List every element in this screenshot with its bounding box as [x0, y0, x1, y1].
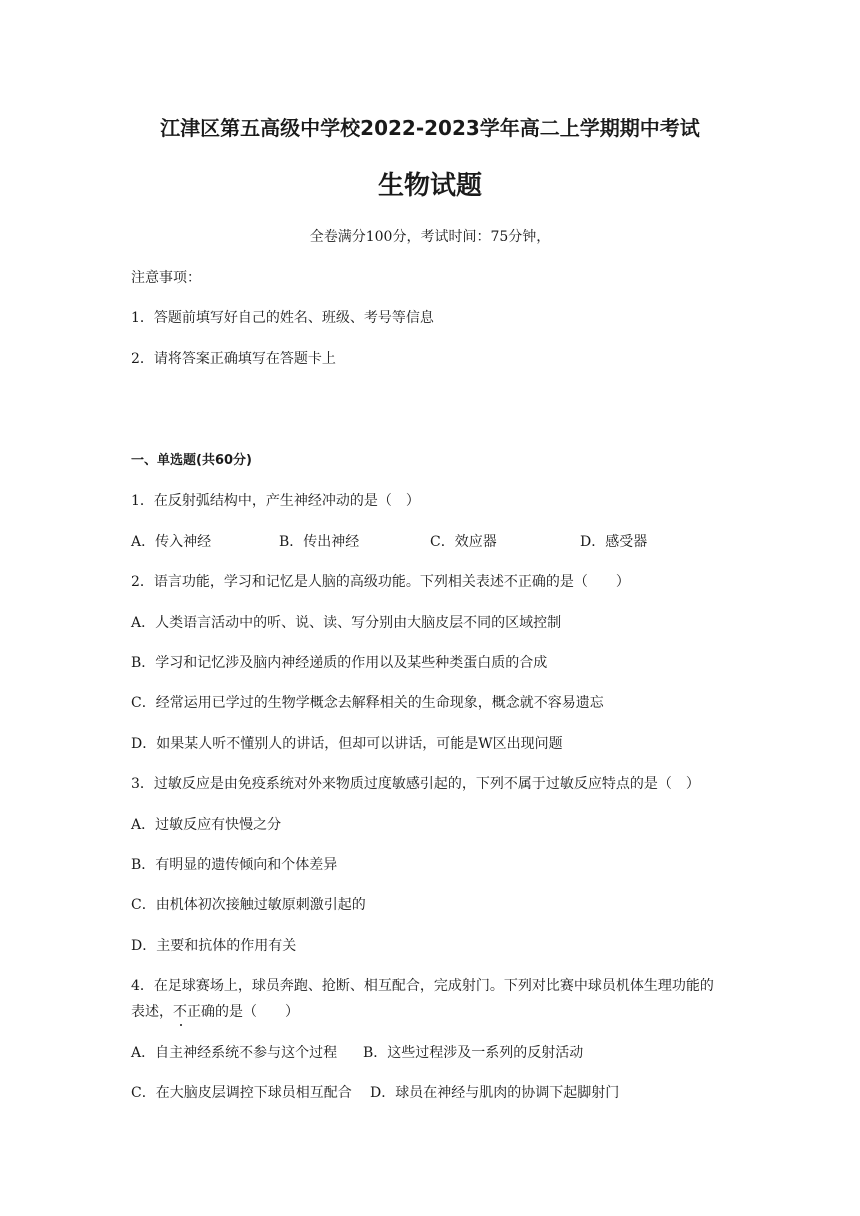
question-4-option-c: C．在大脑皮层调控下球员相互配合 — [131, 1085, 352, 1101]
question-2-option-a: A．人类语言活动中的听、说、读、写分别由大脑皮层不同的区域控制 — [131, 615, 562, 631]
note-item-2: 2．请将答案正确填写在答题卡上 — [131, 351, 336, 367]
question-2-option-d: D．如果某人听不懂别人的讲话，但却可以讲话，可能是W区出现问题 — [131, 736, 563, 752]
question-1-stem: 1．在反射弧结构中，产生神经冲动的是（ ） — [131, 493, 420, 509]
question-4-stem-pre: 表述， — [131, 1004, 173, 1020]
question-4-option-b: B．这些过程涉及一系列的反射活动 — [363, 1045, 584, 1061]
question-4-option-a: A．自主神经系统不参与这个过程 — [131, 1045, 338, 1061]
question-2-stem: 2．语言功能，学习和记忆是人脑的高级功能。下列相关表述不正确的是（ ） — [131, 574, 630, 590]
question-2-option-c: C．经常运用已学过的生物学概念去解释相关的生命现象，概念就不容易遗忘 — [131, 695, 604, 711]
exam-info: 全卷满分100分，考试时间：75分钟， — [309, 229, 551, 245]
question-4-stem-post: 正确的是（ ） — [187, 1004, 299, 1020]
question-3-option-b: B．有明显的遗传倾向和个体差异 — [131, 857, 338, 873]
section-heading: 一、单选题(共60分) — [131, 453, 252, 468]
question-4-stem-line-1: 4．在足球赛场上，球员奔跑、抢断、相互配合，完成射门。下列对比赛中球员机体生理功能的 — [131, 978, 714, 994]
exam-title: 江津区第五高级中学校2022-2023学年高二上学期期中考试 — [160, 116, 700, 140]
question-4-option-d: D．球员在神经与肌肉的协调下起脚射门 — [370, 1085, 620, 1101]
exam-subject-title: 生物试题 — [377, 171, 482, 201]
note-item-1: 1．答题前填写好自己的姓名、班级、考号等信息 — [131, 310, 434, 326]
question-1-option-a: A．传入神经 — [131, 534, 212, 550]
question-3-option-c: C．由机体初次接触过敏原刺激引起的 — [131, 897, 366, 913]
question-1-option-b: B．传出神经 — [279, 534, 360, 550]
notes-heading: 注意事项： — [131, 270, 201, 286]
question-3-option-a: A．过敏反应有快慢之分 — [131, 817, 282, 833]
question-2-option-b: B．学习和记忆涉及脑内神经递质的作用以及某些种类蛋白质的合成 — [131, 655, 548, 671]
question-1-option-d: D．感受器 — [580, 534, 648, 550]
question-3-option-d: D．主要和抗体的作用有关 — [131, 938, 297, 954]
question-4-stem-line-2 — [131, 1002, 299, 1022]
question-3-stem: 3．过敏反应是由免疫系统对外来物质过度敏感引起的，下列不属于过敏反应特点的是（ ） — [131, 776, 700, 792]
question-4-emphasis-word: 不 — [173, 1004, 187, 1020]
question-1-option-c: C．效应器 — [430, 534, 497, 550]
